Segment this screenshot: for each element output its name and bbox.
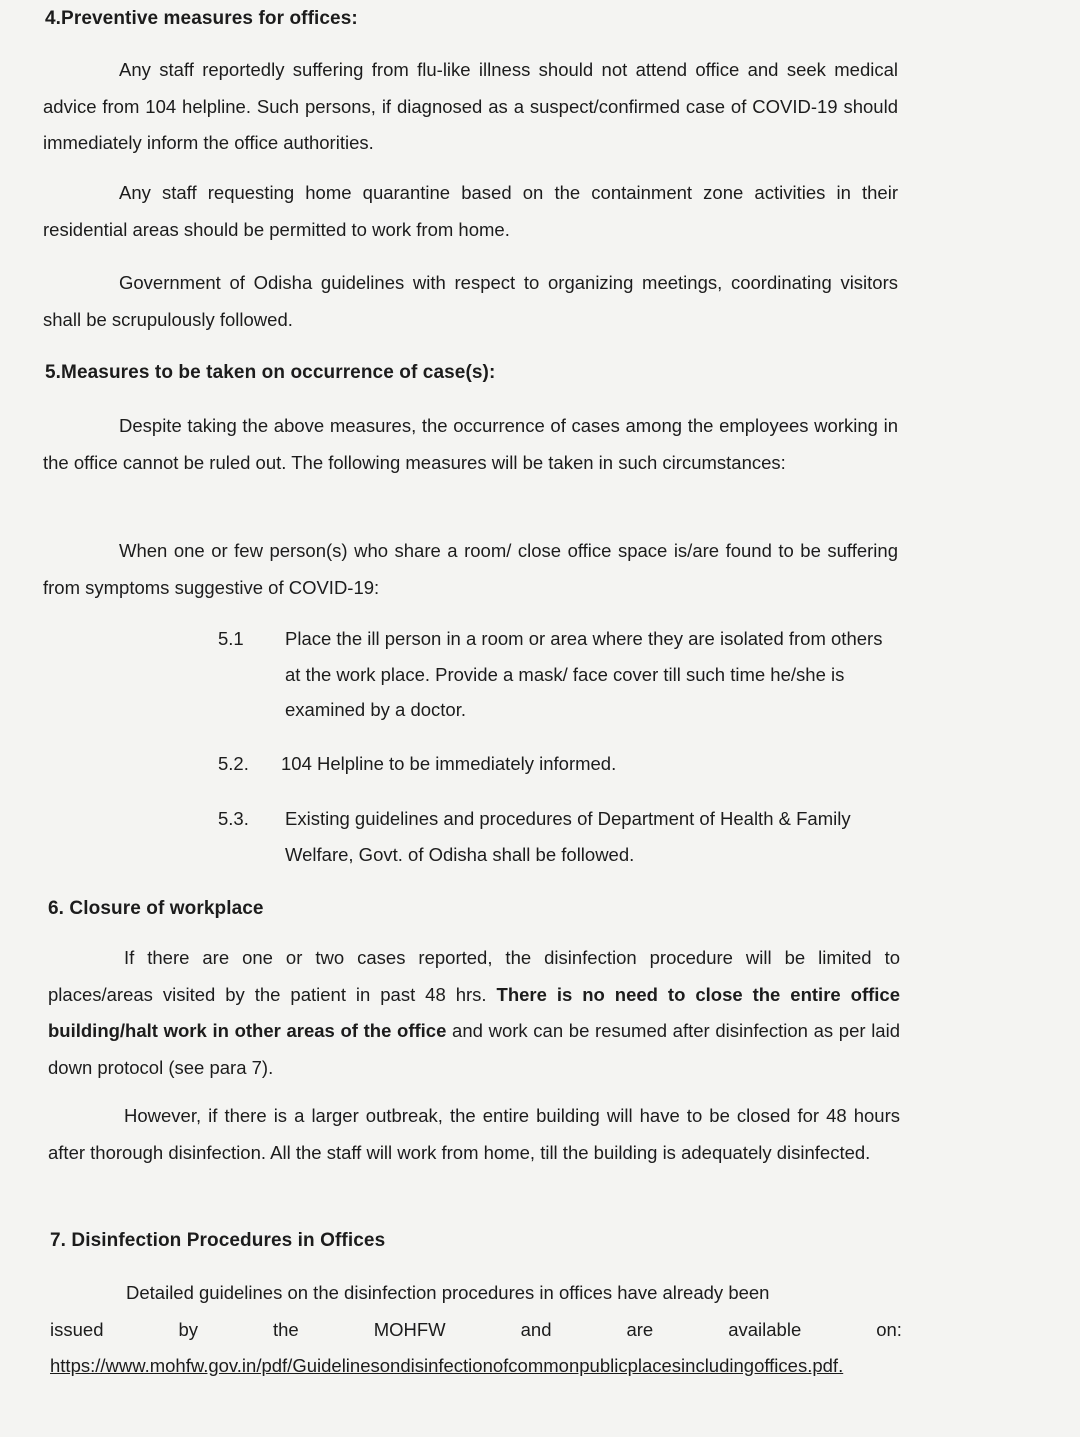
- list-item-5-2: [218, 746, 900, 782]
- paragraph-text: If there are one or two cases reported, the disinfection procedure will be limited to places/areas visited by the patient in past 48 hrs.: [48, 947, 900, 1005]
- word: MOHFW: [373, 1318, 446, 1340]
- word: the: [273, 1318, 299, 1340]
- spread-line: [50, 1312, 902, 1349]
- word: issued: [50, 1318, 104, 1340]
- section-4-paragraph-2: Any staff requesting home quarantine based on the containment zone activities in their residential areas should be permitted to work from home.: [43, 182, 898, 240]
- list-item-text: Existing guidelines and procedures of Department of Health & Family Welfare, Govt. of Odisha shall be followed.: [285, 808, 851, 865]
- section-4-paragraph-3: Government of Odisha guidelines with respect to organizing meetings, coordinating visitors shall be scrupulously followed.: [43, 272, 898, 330]
- paragraph-text: and work can be resumed after disinfection as per laid down protocol (see para 7).: [48, 1020, 900, 1078]
- section-6-paragraph-2: However, if there is a larger outbreak, the entire building will have to be closed for 48 hours after thorough disinfection. All the staff will work from home, till the building is adequately disinfected.: [48, 1105, 900, 1163]
- section-5-paragraph-2: When one or few person(s) who share a room/ close office space is/are found to be suffering from symptoms suggestive of COVID-19:: [43, 540, 898, 598]
- word: on:: [876, 1318, 902, 1340]
- word: are: [626, 1318, 654, 1340]
- mohfw-guidelines-link[interactable]: https://www.mohfw.gov.in/pdf/Guidelinesondisinfectionofcommonpublicplacesincludingoffices.pdf.: [50, 1355, 844, 1376]
- section-4-paragraph-1: Any staff reportedly suffering from flu-like illness should not attend office and seek medical advice from 104 helpline. Such persons, if diagnosed as a suspect/confirmed case of COVID-19 should immediately inform the office authorities.: [43, 59, 898, 153]
- section-5-paragraph-1: Despite taking the above measures, the occurrence of cases among the employees working in the office cannot be ruled out. The following measures will be taken in such circumstances:: [43, 415, 898, 473]
- section-7-paragraph: [50, 1275, 902, 1385]
- list-item-number: 5.1: [218, 628, 244, 649]
- word: available: [728, 1318, 802, 1340]
- list-item-5-1: [218, 621, 900, 728]
- list-item-text: 104 Helpline to be immediately informed.: [281, 753, 617, 774]
- list-item-5-3: [218, 801, 900, 872]
- list-item-text: Place the ill person in a room or area where they are isolated from others at the work place. Provide a mask/ face cover till such time he/she is examined by a doctor.: [285, 628, 883, 720]
- word: and: [520, 1318, 552, 1340]
- list-item-number: 5.2.: [218, 753, 249, 774]
- word: by: [178, 1318, 199, 1340]
- section-7-heading: 7. Disinfection Procedures in Offices: [50, 1230, 386, 1251]
- section-6-heading: 6. Closure of workplace: [48, 898, 264, 919]
- emphasis-text: There is no need to close the entire office building/halt work in other areas of the office: [48, 983, 900, 1041]
- list-item-number: 5.3.: [218, 808, 249, 829]
- section-4-heading: 4.Preventive measures for offices:: [45, 8, 358, 29]
- paragraph-text: Detailed guidelines on the disinfection procedures in offices have already been: [126, 1282, 770, 1303]
- section-5-heading: 5.Measures to be taken on occurrence of case(s):: [45, 362, 496, 383]
- section-6-paragraph-1: [48, 940, 900, 1086]
